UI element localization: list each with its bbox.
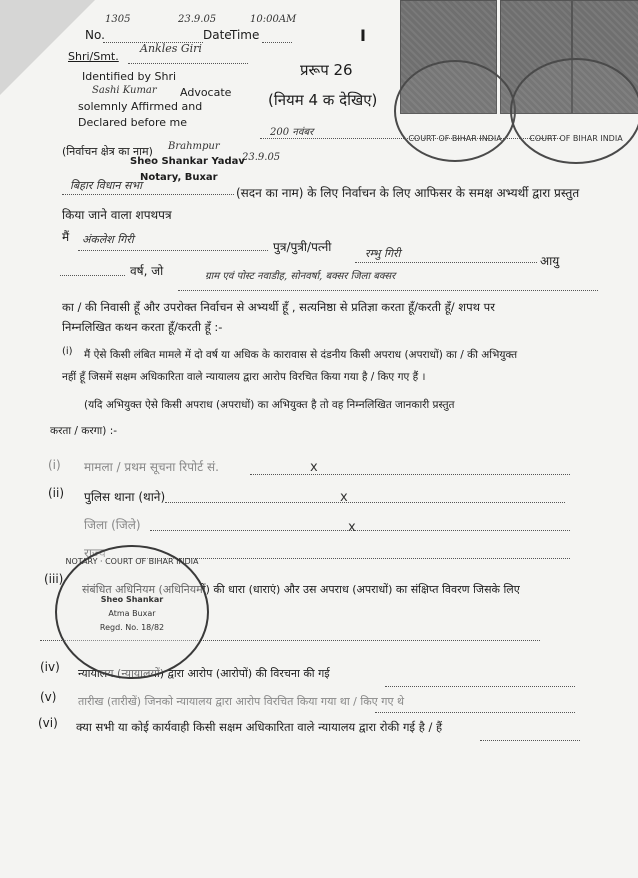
- item-i-marker: (i): [48, 458, 61, 472]
- item-vi-marker: (vi): [38, 716, 58, 730]
- notary-title: Notary, Buxar: [140, 172, 218, 183]
- note-continued: करता / करगा) :-: [50, 425, 118, 437]
- house-line: [62, 194, 234, 195]
- item-v-line: [375, 712, 575, 713]
- item-ii-cross: x: [340, 490, 348, 505]
- shri-smt-value: Ankles Giri: [140, 42, 202, 55]
- item-i-cross: x: [310, 460, 318, 475]
- no-label: No.: [85, 28, 105, 42]
- notary-seal-outer-text: NOTARY · COURT OF BIHAR INDIA: [65, 557, 199, 566]
- page-mark: I: [360, 26, 366, 45]
- address-line: [178, 290, 598, 291]
- item-iv-text: न्यायालय (न्यायालयों) द्वारा आरोप (आरोपों) की विरचना की गई: [78, 667, 330, 680]
- item-iii-text: संबंधित अधिनियम (अधिनियमों) की धारा (धाराएं) और उस अपराध (अपराधों) का संक्षिप्त विवरण जिसके लिए: [82, 583, 520, 596]
- date-label: Date: [203, 28, 232, 42]
- advocate-name: Sashi Kumar: [92, 85, 157, 96]
- age-line: [60, 275, 125, 276]
- item-ii-district-cross: x: [348, 520, 356, 535]
- clause1-text: मैं ऐसे किसी लंबित मामले में दो वर्ष या अधिक के कारावास से दंडनीय किसी अपराध (अपराधों) का / की अभियुक्त: [84, 349, 518, 361]
- court-oval-stamp-1-text: COURT OF BIHAR INDIA: [408, 134, 502, 143]
- item-iv-line: [385, 686, 575, 687]
- notary-seal: [55, 545, 209, 679]
- item-iv-marker: (iv): [40, 660, 60, 674]
- years-label: वर्ष, जो: [130, 264, 164, 278]
- item-ii-district: जिला (जिले): [84, 518, 141, 532]
- item-i-text: मामला / प्रथम सूचना रिपोर्ट सं.: [84, 460, 219, 474]
- ref-time: 10:00AM: [250, 14, 297, 25]
- advocate-suffix: Advocate: [180, 86, 232, 99]
- declared-before-me: Declared before me: [78, 116, 187, 129]
- notary-date: 23.9.05: [242, 152, 281, 163]
- item-ii-district-line: [150, 530, 570, 531]
- note-text: (यदि अभियुक्त ऐसे किसी अपराध (अपराधों) का अभियुक्त है तो वह निम्नलिखित जानकारी प्रस्तुत: [84, 399, 455, 411]
- clause1-marker: (i): [62, 346, 73, 357]
- item-v-marker: (v): [40, 690, 57, 704]
- notary-seal-reg: Regd. No. 18/82: [99, 623, 165, 632]
- time-line: [262, 42, 292, 43]
- item-ii-text: पुलिस थाना (थाने): [84, 490, 166, 504]
- notary-seal-place: Atma Buxar: [108, 609, 156, 618]
- ref-number: 1305: [105, 14, 131, 25]
- fee-value: 200 नवंबर: [270, 127, 314, 138]
- constituency-label: (निर्वाचन क्षेत्र का नाम): [62, 145, 153, 158]
- rule-reference: (नियम 4 क देखिए): [268, 91, 378, 109]
- house-value: बिहार विधान सभा: [70, 179, 143, 192]
- time-label: Time: [230, 28, 260, 42]
- notary-name: Sheo Shankar Yadav: [130, 156, 245, 167]
- relation-text: पुत्र/पुत्री/पत्नी: [273, 240, 332, 254]
- parent-line: [355, 262, 537, 263]
- candidate-name: अंकलेश गिरी: [82, 233, 134, 246]
- form-subject: किया जाने वाला शपथपत्र: [62, 208, 172, 222]
- constituency-value: Brahmpur: [168, 141, 220, 152]
- candidate-line: [78, 250, 268, 251]
- item-ii-state: राज्य: [84, 546, 106, 560]
- court-oval-stamp-1: [394, 60, 516, 162]
- folded-corner: [0, 0, 95, 95]
- solemnly-affirmed: solemnly Affirmed and: [78, 100, 203, 113]
- notary-seal-name: Sheo Shankar: [100, 595, 164, 604]
- identified-by: Identified by Shri: [82, 70, 177, 83]
- age-label: आयु: [540, 254, 560, 268]
- parent-name: रम्भु गिरी: [365, 247, 401, 260]
- clause1-continued: नहीं हूँ जिसमें सक्षम अधिकारिता वाले न्यायालय द्वारा आरोप विरचित किया गया है / किए गए हैं ।: [62, 371, 426, 383]
- shri-smt-line: [128, 63, 248, 64]
- item-i-line: [250, 474, 570, 475]
- item-v-text: तारीख (तारीखें) जिनको न्यायालय द्वारा आरोप विरचित किया गया था / किए गए थे: [78, 695, 405, 708]
- address-value: ग्राम एवं पोस्ट नवाडीह, सोनवर्षा, बक्सर जिला बक्सर: [205, 271, 396, 282]
- ref-date: 23.9.05: [178, 14, 217, 25]
- item-ii-marker: (ii): [48, 486, 65, 500]
- form-number: प्ररूप 26: [300, 61, 353, 79]
- item-iii-marker: (iii): [44, 572, 64, 586]
- court-oval-stamp-2-text: COURT OF BIHAR INDIA: [529, 134, 623, 143]
- shri-smt-label: Shri/Smt.: [68, 50, 119, 63]
- main-prefix: मैं: [62, 230, 70, 244]
- house-text: (सदन का नाम) के लिए निर्वाचन के लिए आफिसर के समक्ष अभ्यर्थी द्वारा प्रस्तुत: [236, 186, 580, 200]
- court-oval-stamp-2: [510, 58, 638, 164]
- resident-text: का / की निवासी हूँ और उपरोक्त निर्वाचन से अभ्यर्थी हूँ , सत्यनिष्ठा से प्रतिज्ञा करता हूँ/करती हूँ/ शपथ पर: [62, 300, 495, 314]
- item-vi-line: [480, 740, 580, 741]
- fee-line: [260, 138, 560, 139]
- statement-text: निम्नलिखित कथन करता हूँ/करती हूँ :-: [62, 320, 223, 334]
- item-vi-text: क्या सभी या कोई कार्यवाही किसी सक्षम अधिकारिता वाले न्यायालय द्वारा रोकी गई है / हैं: [76, 720, 443, 734]
- item-ii-line: [165, 502, 565, 503]
